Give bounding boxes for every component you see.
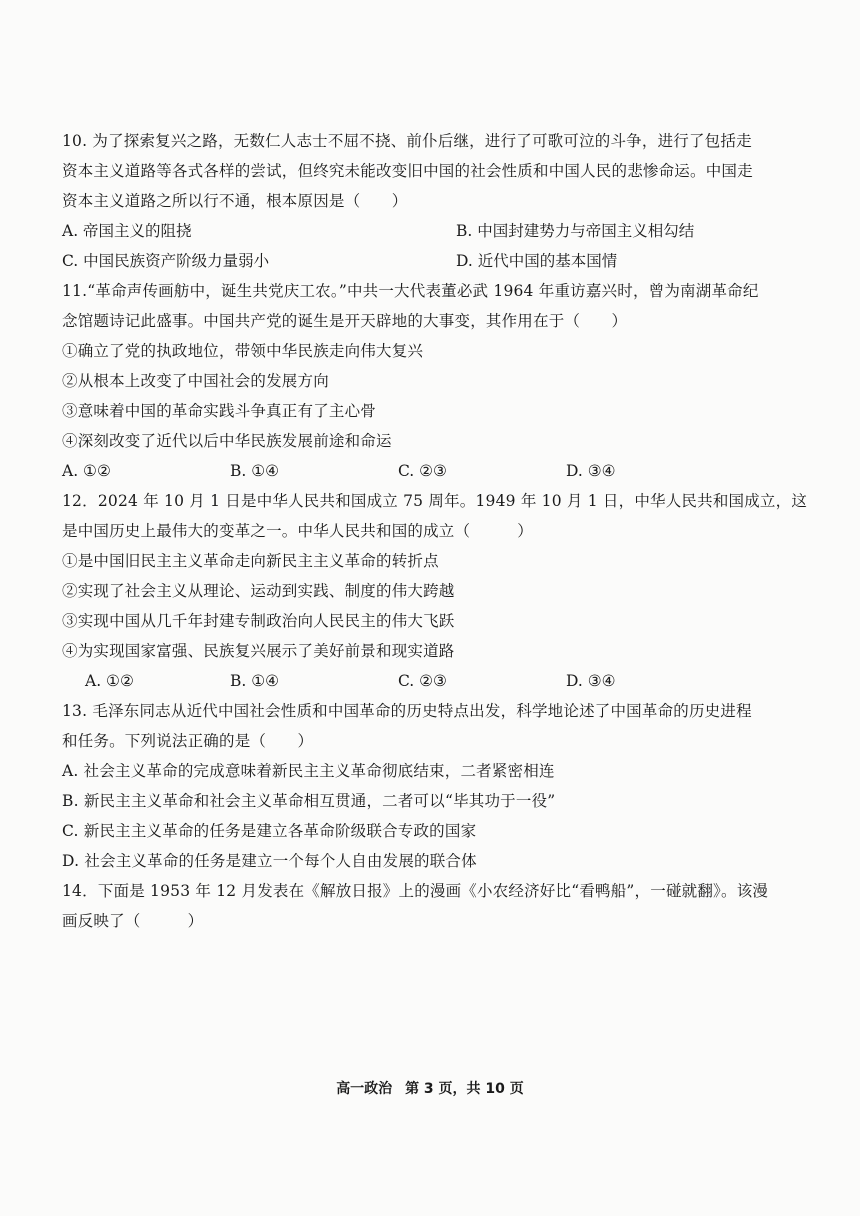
- q10-line-1: 10. 为了探索复兴之路，无数仁人志士不屈不挠、前仆后继，进行了可歌可泣的斗争，进行了包括走: [62, 132, 752, 150]
- q11-option-a: A. ①②: [62, 462, 111, 480]
- q10-option-c: C. 中国民族资产阶级力量弱小: [62, 252, 270, 270]
- q12-option-d: D. ③④: [566, 672, 616, 690]
- q10-option-a: A. 帝国主义的阻挠: [62, 222, 192, 240]
- q10-line-3: 资本主义道路之所以行不通，根本原因是（ ）: [62, 192, 408, 210]
- q13-option-c: C. 新民主主义革命的任务是建立各革命阶级联合专政的国家: [62, 822, 477, 840]
- q11-item-3: ③意味着中国的革命实践斗争真正有了主心骨: [62, 402, 377, 420]
- q12-option-a: A. ①②: [85, 672, 134, 690]
- q11-option-b: B. ①④: [230, 462, 280, 480]
- q11-option-d: D. ③④: [566, 462, 616, 480]
- q10-line-2: 资本主义道路等各式各样的尝试，但终究未能改变旧中国的社会性质和中国人民的悲惨命运。中国走: [62, 162, 753, 180]
- q12-item-1: ①是中国旧民主主义革命走向新民主主义革命的转折点: [62, 552, 439, 570]
- q10-option-d: D. 近代中国的基本国情: [456, 252, 618, 270]
- q13-line-1: 13. 毛泽东同志从近代中国社会性质和中国革命的历史特点出发，科学地论述了中国革命的历史进程: [62, 702, 752, 720]
- q12-option-c: C. ②③: [398, 672, 447, 690]
- q12-item-4: ④为实现国家富强、民族复兴展示了美好前景和现实道路: [62, 642, 455, 660]
- q11-item-1: ①确立了党的执政地位，带领中华民族走向伟大复兴: [62, 342, 424, 360]
- q11-line-1: 11.“革命声传画舫中，诞生共党庆工农。”中共一大代表董必武 1964 年重访嘉兴时，曾为南湖革命纪: [62, 282, 759, 300]
- q13-option-a: A. 社会主义革命的完成意味着新民主主义革命彻底结束，二者紧密相连: [62, 762, 555, 780]
- page-footer: [0, 1078, 860, 1098]
- q11-option-c: C. ②③: [398, 462, 447, 480]
- q12-line-1: 12．2024 年 10 月 1 日是中华人民共和国成立 75 周年。1949 年 10 月 1 日，中华人民共和国成立，这: [62, 492, 808, 510]
- q12-line-2: 是中国历史上最伟大的变革之一。中华人民共和国的成立（ ）: [62, 522, 534, 540]
- footer-page-number: 第 3 页，共 10 页: [405, 1081, 524, 1097]
- q14-line-1: 14．下面是 1953 年 12 月发表在《解放日报》上的漫画《小农经济好比“看鸭船”，一碰就翻》。该漫: [62, 882, 769, 900]
- q12-item-2: ②实现了社会主义从理论、运动到实践、制度的伟大跨越: [62, 582, 455, 600]
- q12-option-b: B. ①④: [230, 672, 280, 690]
- q13-option-b: B. 新民主主义革命和社会主义革命相互贯通，二者可以“毕其功于一役”: [62, 792, 556, 810]
- q14-line-2: 画反映了（ ）: [62, 912, 204, 930]
- q10-option-b: B. 中国封建势力与帝国主义相勾结: [456, 222, 695, 240]
- q12-item-3: ③实现中国从几千年封建专制政治向人民民主的伟大飞跃: [62, 612, 455, 630]
- q11-item-4: ④深刻改变了近代以后中华民族发展前途和命运: [62, 432, 392, 450]
- q11-line-2: 念馆题诗记此盛事。中国共产党的诞生是开天辟地的大事变，其作用在于（ ）: [62, 312, 628, 330]
- q13-line-2: 和任务。下列说法正确的是（ ）: [62, 732, 314, 750]
- q11-item-2: ②从根本上改变了中国社会的发展方向: [62, 372, 329, 390]
- q13-option-d: D. 社会主义革命的任务是建立一个每个人自由发展的联合体: [62, 852, 477, 870]
- footer-subject: 高一政治: [336, 1081, 393, 1097]
